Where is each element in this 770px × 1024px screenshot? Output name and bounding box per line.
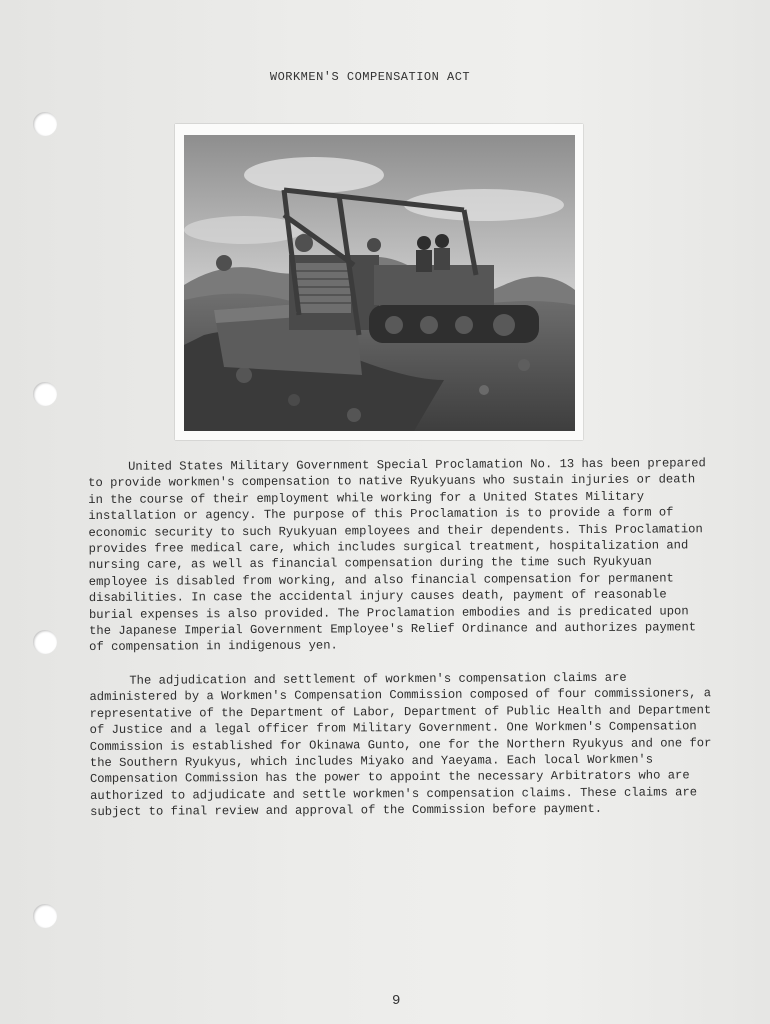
body-text <box>88 455 712 837</box>
binder-hole <box>33 112 57 136</box>
binder-hole <box>33 382 57 406</box>
bulldozer-photo <box>184 135 575 431</box>
paragraph: The adjudication and settlement of workmen's compensation claims are administered by a Workmen's Compensation Commission composed of four commissioners, a representative of the Department of Labor, Department of Public Health and Department of Justice and a legal officer from Military Government. One Workmen's Compensation Commission is established for Okinawa Gunto, one for the Northern Ryukyus and one for the Southern Ryukyus, which includes Miyako and Yaeyama. Each local Workmen's Compensation Commission has the power to appoint the necessary Arbitrators who are authorized to adjudicate and settle workmen's compensation claims. These claims are subject to final review and approval of the Commission before payment. <box>89 670 712 820</box>
photo-frame <box>175 124 583 440</box>
binder-hole <box>33 630 57 654</box>
document-title: WORKMEN'S COMPENSATION ACT <box>269 70 471 84</box>
page-number: 9 <box>392 993 401 1009</box>
bulldozer-illustration <box>184 135 575 431</box>
paragraph: United States Military Government Special Proclamation No. 13 has been prepared to provide workmen's compensation to native Ryukyuans who sustain injuries or death in the course of their employment while working for a United States Military installation or agency. The purpose of this Proclamation is to provide a form of economic security to such Ryukyuan employees and their dependents. This Proclamation provides free medical care, which includes surgical treatment, hospitalization and nursing care, as well as financial compensation during the time such Ryukyuan employee is disabled from working, and also financial compensation for permanent disabilities. In case the accidental injury causes death, payment of reasonable burial expenses is also provided. The Proclamation embodies and is predicated upon the Japanese Imperial Government Employee's Relief Ordinance and authorizes payment of compensation in indigenous yen. <box>88 456 706 655</box>
binder-hole <box>33 904 57 928</box>
